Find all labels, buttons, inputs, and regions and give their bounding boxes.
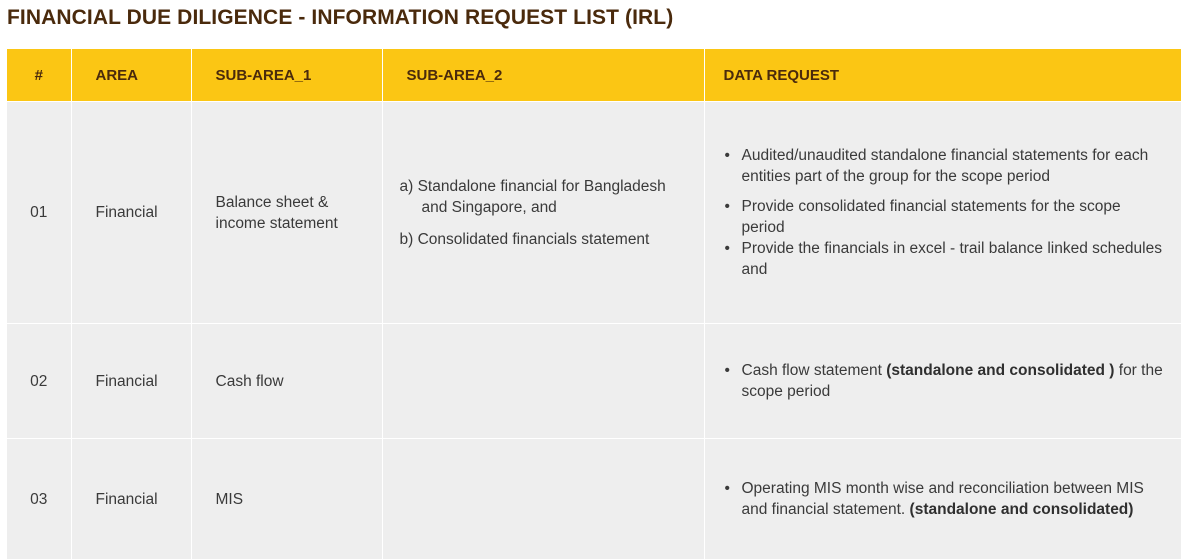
data-request-list: [705, 145, 1181, 280]
table-row: [7, 324, 1181, 439]
sub-area-2-item: b) Consolidated financials statement: [399, 230, 650, 248]
row-number: 02: [7, 324, 71, 439]
row-data-request: [704, 324, 1181, 439]
row-sub-area-1: MIS: [191, 439, 382, 560]
sub-area-2-item: a) Standalone financial for Bangladesh and Singapore, and: [399, 177, 666, 216]
row-number: 03: [7, 439, 71, 560]
emphasis-text: (standalone and consolidated ): [886, 362, 1115, 379]
data-request-list: [705, 360, 1181, 402]
data-request-item: • Provide consolidated financial statements for the scope period: [724, 196, 1168, 238]
row-sub-area-1: Cash flow: [191, 324, 382, 439]
row-sub-area-2: [382, 324, 704, 439]
row-area: Financial: [71, 102, 191, 324]
row-number: 01: [7, 102, 71, 324]
row-sub-area-2: [382, 102, 704, 324]
irl-table: [7, 49, 1181, 559]
data-request-item: • Audited/unaudited standalone financial statements for each entities part of the group for the scope period: [724, 145, 1168, 187]
row-data-request: [704, 439, 1181, 560]
page-title: FINANCIAL DUE DILIGENCE - INFORMATION REQUEST LIST (IRL): [7, 6, 674, 29]
data-request-list: [705, 478, 1181, 520]
row-data-request: [704, 102, 1181, 324]
row-area: Financial: [71, 439, 191, 560]
data-request-item: • Operating MIS month wise and reconciliation between MIS and financial statement. (standalone and consolidated): [724, 478, 1168, 520]
table-row: [7, 439, 1181, 560]
table-row: [7, 102, 1181, 324]
header-sub-area-2: SUB-AREA_2: [382, 49, 704, 102]
header-data-request: DATA REQUEST: [704, 49, 1181, 102]
row-sub-area-1: Balance sheet & income statement: [191, 102, 382, 324]
emphasis-text: (standalone and consolidated): [909, 501, 1134, 518]
row-sub-area-2: [382, 439, 704, 560]
data-request-item: • Provide the financials in excel - trail balance linked schedules and: [724, 238, 1168, 280]
header-sub-area-1: SUB-AREA_1: [191, 49, 382, 102]
row-area: Financial: [71, 324, 191, 439]
data-request-item: • Cash flow statement (standalone and consolidated ) for the scope period: [724, 360, 1168, 402]
header-num: #: [7, 49, 71, 102]
header-area: AREA: [71, 49, 191, 102]
table-header-row: [7, 49, 1181, 102]
